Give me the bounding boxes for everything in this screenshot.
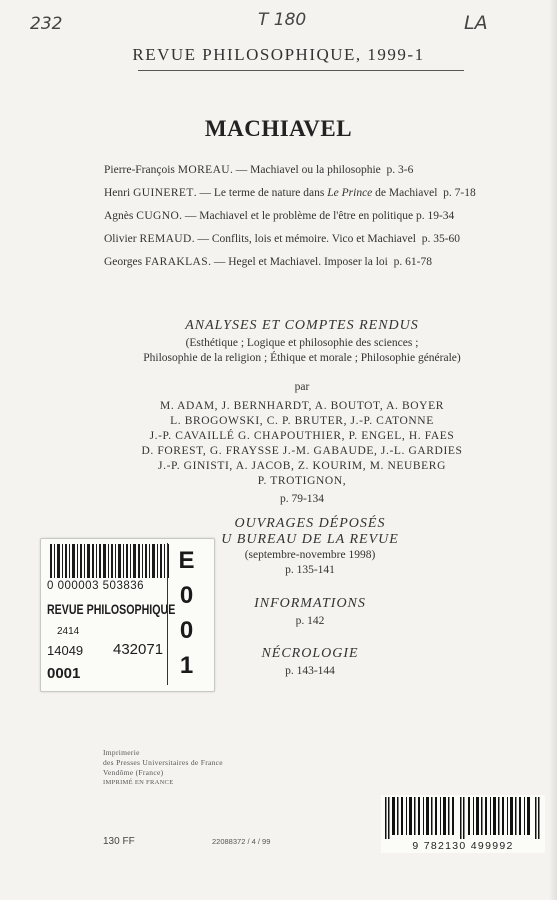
reviews-section — [82, 318, 522, 507]
printer-line: des Presses Universitaires de France — [103, 758, 223, 767]
author-last-name: GUINERET — [133, 187, 194, 199]
page-range: p. 3-6 — [386, 164, 414, 176]
reviewer-names-line: M. ADAM, J. BERNHARDT, A. BOUTOT, A. BOYER — [160, 400, 444, 412]
reviews-subjects-1: (Esthétique ; Logique et philosophie des sciences ; — [185, 337, 419, 349]
shelfmark-char: 1 — [179, 652, 194, 679]
article-title-italic: Le Prince — [327, 187, 373, 199]
label-journal-title: REVUE PHILOSOPHIQUE — [47, 601, 176, 617]
page-range: p. 19-34 — [415, 210, 455, 222]
label-code-1: 2414 — [57, 626, 80, 637]
reviewer-names-line: D. FOREST, G. FRAYSSE J.-M. GABAUDE, J.-L. GARDIES — [141, 445, 463, 457]
shelfmark-char: 0 — [179, 617, 194, 644]
header-rule — [138, 70, 464, 71]
toc-entry — [104, 208, 498, 224]
page-range: p. 61-78 — [393, 256, 432, 268]
printer-line: Vendôme (France) — [103, 768, 164, 777]
ouvrages-pages: p. 135-141 — [285, 564, 335, 576]
handwritten-note-center: T 180 — [258, 10, 307, 30]
printer-line: IMPRIMÉ EN FRANCE — [103, 779, 174, 786]
ouvrages-heading-2: U BUREAU DE LA REVUE — [221, 532, 399, 547]
author-last-name: FARAKLAS — [145, 256, 209, 268]
shelfmark — [167, 543, 205, 685]
necrologie-pages: p. 143-144 — [285, 665, 335, 677]
shelfmark-char: E — [178, 547, 195, 574]
isbn-barcode-icon — [385, 797, 541, 839]
label-code-3: 432071 — [113, 641, 164, 658]
handwritten-note-right: LA — [464, 12, 488, 34]
article-title: . — Machiavel ou la philosophie — [230, 164, 381, 176]
reviewer-names-line: J.-P. CAVAILLÉ G. CHAPOUTHIER, P. ENGEL, H. FAES — [149, 430, 455, 442]
ouvrages-dates: (septembre-novembre 1998) — [244, 549, 376, 561]
article-title: . — Le terme de nature dans — [193, 187, 328, 199]
informations-pages: p. 142 — [295, 615, 325, 627]
reviewer-names-line: J.-P. GINISTI, A. JACOB, Z. KOURIM, M. NEUBERG — [158, 460, 446, 472]
page-range: p. 35-60 — [421, 233, 461, 245]
printer-info — [103, 748, 223, 788]
isbn-number: 9 782130 499992 — [412, 840, 514, 852]
reviewer-names-line: P. TROTIGNON, — [257, 475, 347, 487]
author-first-name: Olivier — [104, 233, 140, 245]
handwritten-note-left: 232 — [30, 14, 63, 34]
journal-header: REVUE PHILOSOPHIQUE, 1999-1 — [132, 45, 425, 64]
toc-entry — [104, 185, 498, 201]
shelfmark-char: 0 — [179, 582, 194, 609]
toc-entry — [104, 254, 498, 270]
page-edge-shadow — [549, 0, 557, 900]
article-title: . — Machiavel et le problème de l'être en politique — [179, 210, 414, 222]
reviews-par: par — [294, 381, 310, 393]
author-first-name: Georges — [104, 256, 145, 268]
barcode-number: 0 000003 503836 — [47, 580, 145, 592]
reviewer-names-line: L. BROGOWSKI, C. P. BRUTER, J.-P. CATONNE — [170, 415, 434, 427]
author-first-name: Henri — [104, 187, 134, 199]
author-last-name: REMAUD — [139, 233, 192, 245]
article-title: . — Hegel et Machiavel. Imposer la loi — [208, 256, 388, 268]
label-code-2: 14049 — [47, 643, 84, 658]
author-last-name: MOREAU — [177, 164, 231, 176]
article-title: . — Conflits, lois et mémoire. Vico et Machiavel — [191, 233, 416, 245]
toc-entry — [104, 162, 498, 178]
reviews-pages: p. 79-134 — [279, 493, 325, 505]
barcode-icon — [50, 544, 170, 578]
author-first-name: Agnès — [104, 210, 137, 222]
article-title-cont: de Machiavel — [372, 187, 438, 199]
author-first-name: Pierre-François — [104, 164, 178, 176]
ouvrages-heading-1: OUVRAGES DÉPOSÉS — [234, 516, 386, 531]
toc-entry — [104, 231, 498, 247]
print-reference: 22088372 / 4 / 99 — [212, 837, 271, 846]
reviews-subjects-2: Philosophie de la religion ; Éthique et morale ; Philosophie générale) — [143, 352, 461, 364]
printer-line: Imprimerie — [103, 748, 140, 757]
issue-title: MACHIAVEL — [204, 116, 353, 141]
price: 130 FF — [103, 836, 135, 847]
necrologie-heading: NÉCROLOGIE — [261, 646, 359, 661]
label-code-4: 0001 — [47, 665, 81, 682]
table-of-contents — [104, 162, 498, 277]
author-last-name: CUGNO — [136, 210, 180, 222]
reviews-heading: ANALYSES ET COMPTES RENDUS — [185, 318, 419, 333]
informations-heading: INFORMATIONS — [254, 596, 366, 611]
page-range: p. 7-18 — [443, 187, 476, 199]
